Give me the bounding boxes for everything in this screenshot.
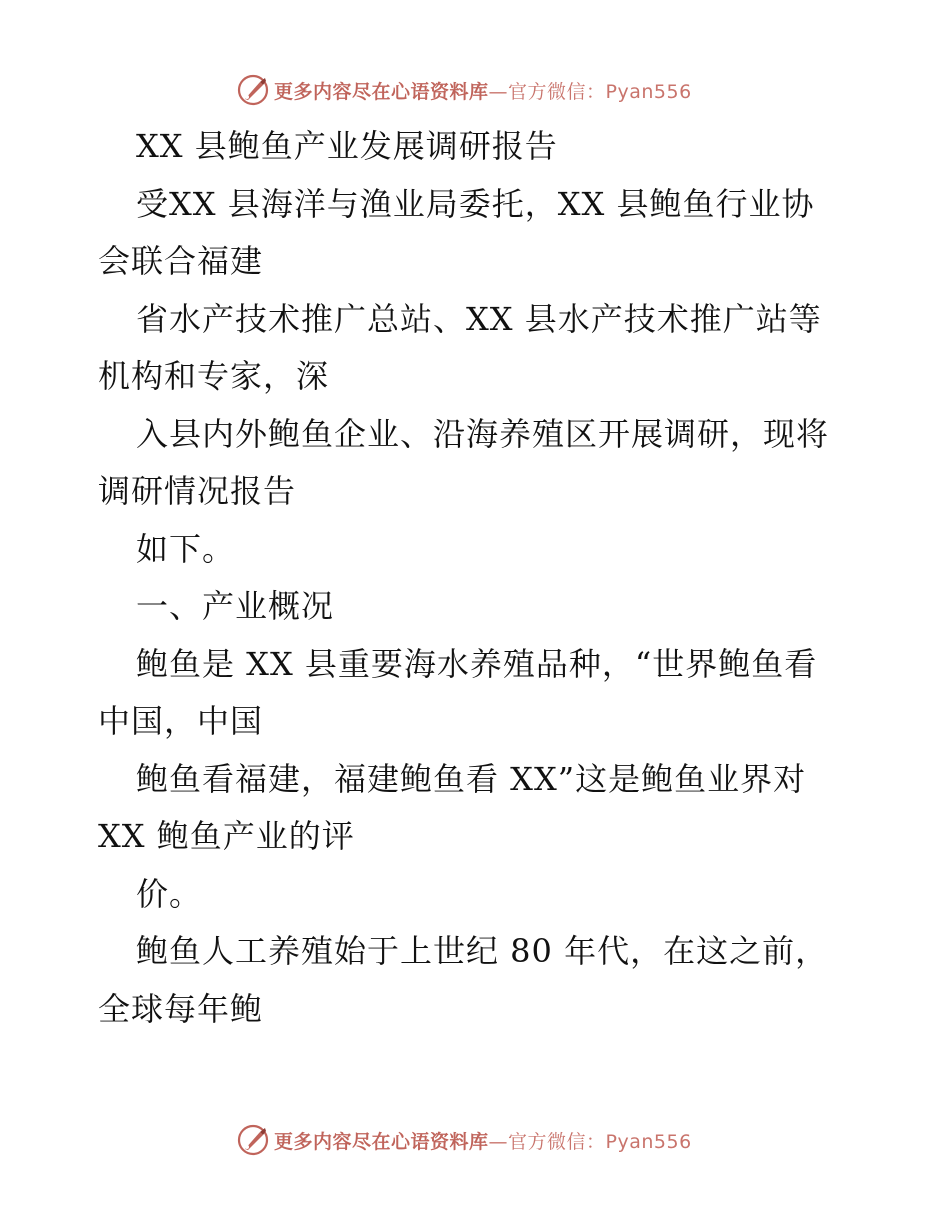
- doc-line: 全球每年鲍: [98, 989, 264, 1028]
- quill-pen-logo-icon: [236, 1123, 270, 1157]
- doc-line: 调研情况报告: [98, 472, 297, 510]
- doc-line: 鲍鱼人工养殖始于上世纪 80 年代，在这之前，: [136, 932, 829, 970]
- section-heading: 一、产业概况: [136, 587, 335, 625]
- footer-watermark-banner: [236, 1122, 692, 1158]
- doc-line: 会联合福建: [98, 242, 264, 280]
- watermark-text: 更多内容尽在心语资料库—官方微信：Pyan556: [274, 80, 692, 103]
- doc-line: 鲍鱼是 XX 县重要海水养殖品种，“世界鲍鱼看: [136, 644, 818, 683]
- doc-line: 中国，中国: [98, 702, 264, 740]
- doc-line: 入县内外鲍鱼企业、沿海养殖区开展调研，现将: [136, 414, 830, 453]
- doc-title: XX 县鲍鱼产业发展调研报告: [136, 127, 558, 165]
- doc-line: 鲍鱼看福建，福建鲍鱼看 XX”这是鲍鱼业界对: [136, 759, 807, 798]
- header-watermark-banner: [236, 72, 692, 108]
- watermark-text: 更多内容尽在心语资料库—官方微信：Pyan556: [274, 1130, 692, 1153]
- doc-line: 省水产技术推广总站、XX 县水产技术推广站等: [136, 299, 822, 338]
- document-body: [98, 118, 858, 1038]
- doc-line: 价。: [136, 874, 203, 913]
- doc-line: 如下。: [136, 529, 236, 568]
- quill-pen-logo-icon: [236, 73, 270, 107]
- doc-line: XX 鲍鱼产业的评: [98, 817, 355, 855]
- doc-line: 机构和专家，深: [98, 357, 330, 395]
- doc-line: 受XX 县海洋与渔业局委托，XX 县鲍鱼行业协: [136, 184, 815, 223]
